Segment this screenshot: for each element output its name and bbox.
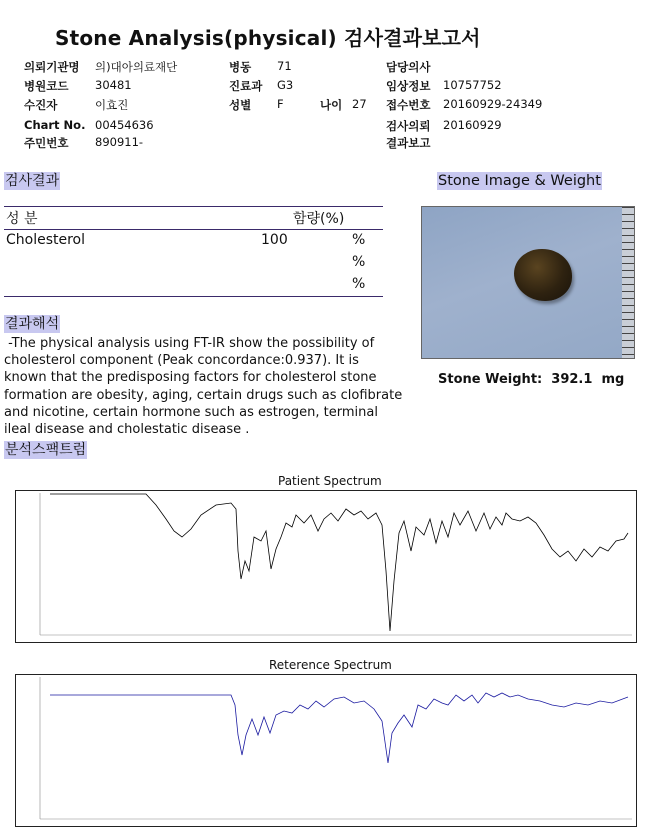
reference-spectrum-svg bbox=[16, 675, 636, 826]
hospital-code-value: 30481 bbox=[95, 78, 132, 92]
ward-value: 71 bbox=[277, 59, 292, 73]
request-value: 20160929 bbox=[443, 118, 502, 132]
chart-value: 00454636 bbox=[95, 118, 154, 132]
patient-spectrum-chart bbox=[15, 490, 637, 643]
clinical-label: 임상정보 bbox=[386, 79, 431, 93]
row-component: Cholesterol bbox=[6, 232, 86, 248]
weight-value: 392.1 bbox=[551, 372, 593, 387]
stone-photo bbox=[421, 206, 635, 359]
interpretation-section-title: 결과해석 bbox=[5, 316, 60, 332]
col-content-header: 함량(%) bbox=[293, 211, 345, 227]
weight-unit: mg bbox=[601, 372, 625, 387]
reception-label: 접수번호 bbox=[386, 98, 431, 112]
col-component-header: 성 분 bbox=[6, 211, 38, 227]
interpretation-line: ileal disease and cholestatic disease . bbox=[4, 422, 250, 438]
interpretation-line: cholesterol component (Peak concordance:0.937). It is bbox=[4, 353, 359, 369]
stone-image bbox=[514, 249, 572, 301]
patient-label: 수진자 bbox=[24, 98, 58, 112]
sex-value: F bbox=[277, 97, 284, 111]
institution-label: 의뢰기관명 bbox=[24, 60, 80, 74]
table-bottom-rule bbox=[4, 296, 383, 297]
patient-spectrum-title: Patient Spectrum bbox=[278, 474, 382, 488]
hospital-code-label: 병원코드 bbox=[24, 79, 69, 93]
row-unit: % bbox=[352, 232, 366, 248]
ruler-scale bbox=[622, 207, 634, 358]
report-label: 결과보고 bbox=[386, 136, 431, 150]
age-label: 나이 bbox=[320, 98, 343, 112]
reference-spectrum-line bbox=[50, 693, 628, 763]
reception-value: 20160929-24349 bbox=[443, 97, 543, 111]
report-title: Stone Analysis(physical) 검사결과보고서 bbox=[55, 26, 481, 50]
patient-value: 이효진 bbox=[95, 98, 129, 112]
dept-label: 진료과 bbox=[229, 79, 263, 93]
ward-label: 병동 bbox=[229, 60, 252, 74]
reference-spectrum-chart bbox=[15, 674, 637, 827]
row-unit: % bbox=[352, 276, 366, 292]
institution-value: 의)대아의료재단 bbox=[95, 60, 178, 74]
weight-label: Stone Weight: bbox=[438, 372, 543, 387]
clinical-value: 10757752 bbox=[443, 78, 502, 92]
dept-value: G3 bbox=[277, 78, 294, 92]
stone-section-title: Stone Image & Weight bbox=[438, 173, 601, 189]
interpretation-line: and nicotine, certain hormone such as estrogen, terminal bbox=[4, 404, 378, 420]
patient-spectrum-svg bbox=[16, 491, 636, 642]
row-unit: % bbox=[352, 254, 366, 270]
table-top-rule bbox=[4, 206, 383, 207]
reference-spectrum-title: Reterence Spectrum bbox=[269, 658, 392, 672]
interpretation-line: known that the predisposing factors for cholesterol stone bbox=[4, 370, 377, 386]
patient-spectrum-line bbox=[50, 494, 628, 631]
request-label: 검사의뢰 bbox=[386, 119, 431, 133]
table-header-rule bbox=[4, 229, 383, 230]
resident-value: 890911- bbox=[95, 135, 144, 149]
stone-weight bbox=[438, 372, 624, 387]
age-value: 27 bbox=[352, 97, 367, 111]
interpretation-line: -The physical analysis using FT-IR show the possibility of bbox=[4, 336, 375, 351]
interpretation-line: formation are obesity, aging, certain drugs such as clofibrate bbox=[4, 387, 403, 403]
doctor-label: 담당의사 bbox=[386, 60, 431, 74]
sex-label: 성별 bbox=[229, 98, 252, 112]
row-value: 100 bbox=[261, 232, 288, 248]
resident-label: 주민번호 bbox=[24, 136, 69, 150]
results-section-title: 검사결과 bbox=[5, 173, 60, 189]
chart-label: Chart No. bbox=[24, 118, 86, 132]
interpretation-text bbox=[4, 335, 406, 438]
spectrum-section-title: 분석스팩트럼 bbox=[5, 442, 87, 458]
